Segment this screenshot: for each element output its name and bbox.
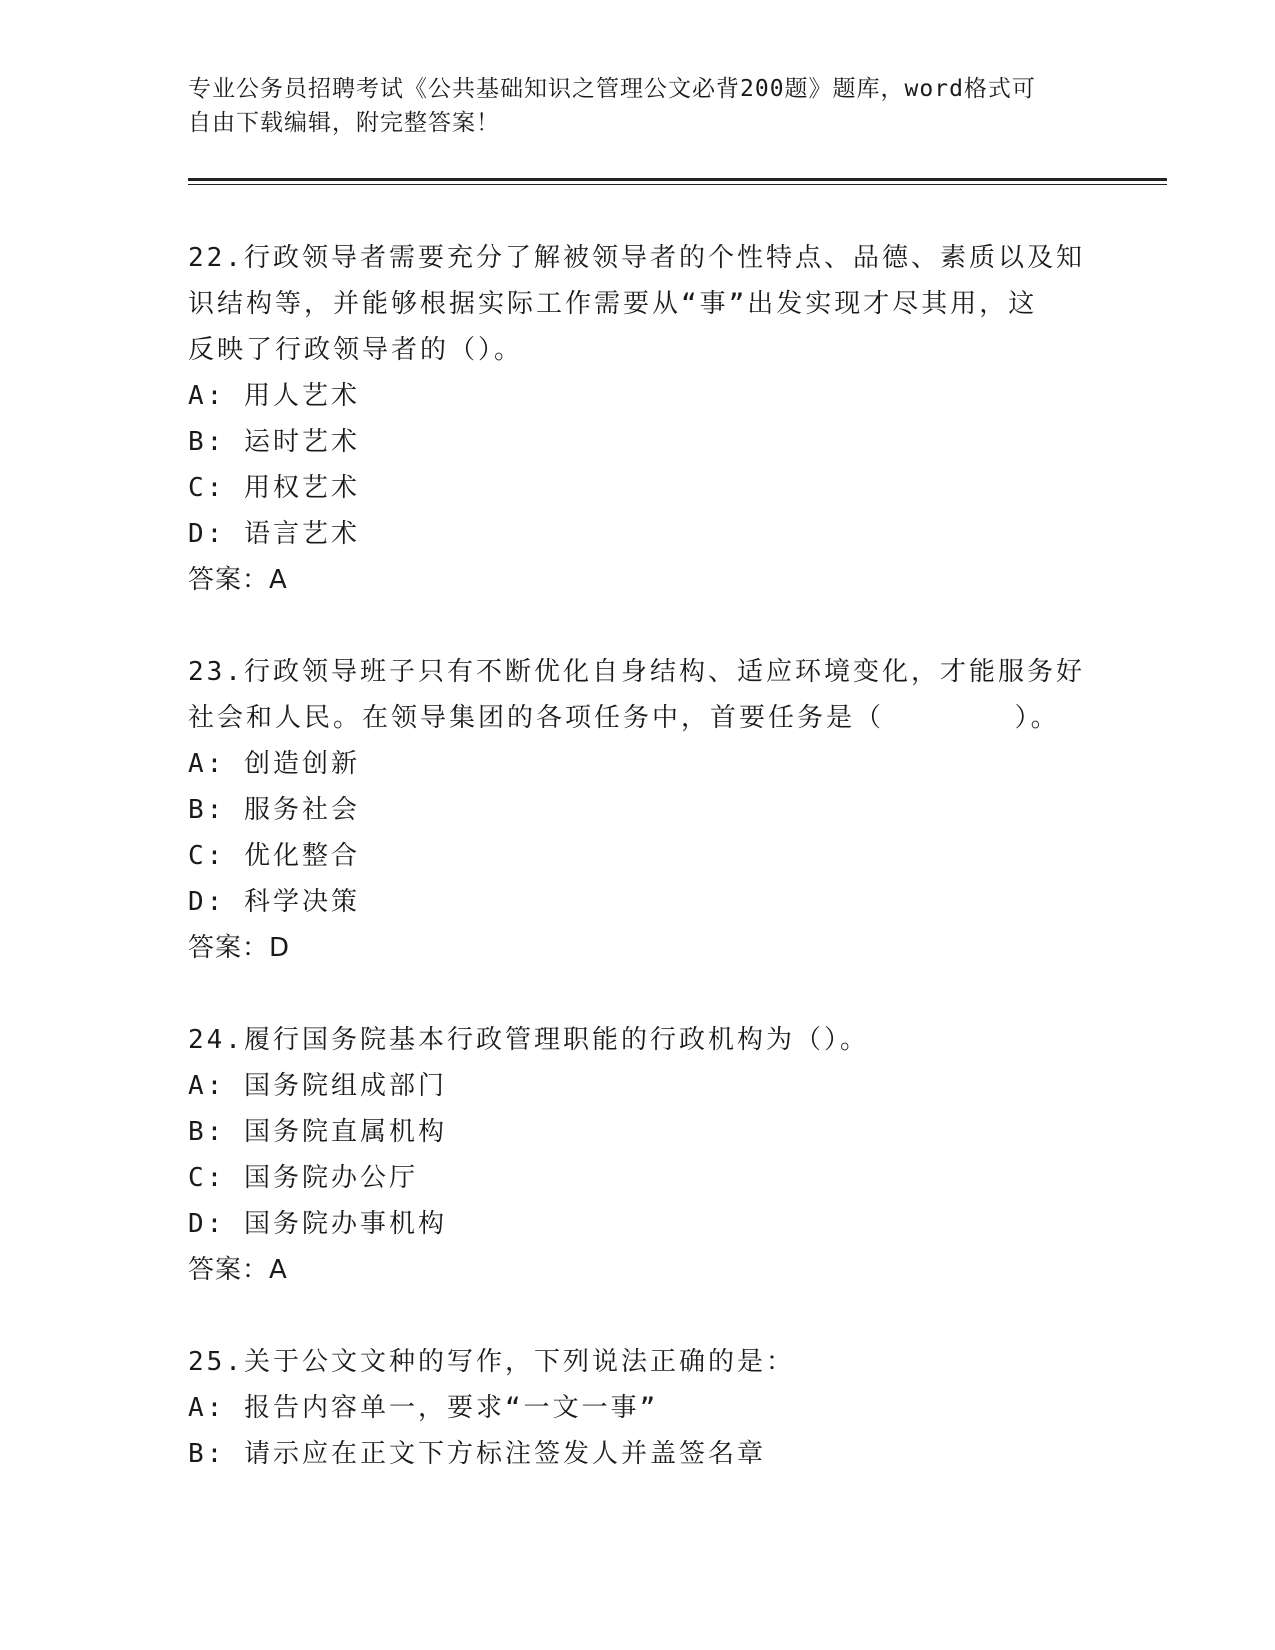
option-c: C: 优化整合 — [188, 841, 360, 871]
option-b: B: 请示应在正文下方标注签发人并盖签名章 — [188, 1439, 766, 1469]
option-a: A: 报告内容单一，要求“一文一事” — [188, 1393, 659, 1423]
option-a: A: 国务院组成部门 — [188, 1071, 447, 1101]
option-a: A: 创造创新 — [188, 749, 360, 779]
question-23 — [188, 649, 1088, 971]
question-stem-line: 识结构等，并能够根据实际工作需要从“事”出发实现才尽其用，这 — [188, 289, 1038, 319]
document-header — [188, 72, 1088, 140]
header-line-1: 专业公务员招聘考试《公共基础知识之管理公文必背200题》题库，word格式可 — [188, 76, 1036, 102]
option-d: D: 国务院办事机构 — [188, 1209, 447, 1239]
question-list — [188, 235, 1088, 1523]
option-d: D: 语言艺术 — [188, 519, 360, 549]
answer-label: 答案：D — [188, 933, 291, 963]
question-stem-line: 社会和人民。在领导集团的各项任务中，首要任务是（ ）。 — [188, 703, 1060, 733]
option-a: A: 用人艺术 — [188, 381, 360, 411]
option-c: C: 国务院办公厅 — [188, 1163, 418, 1193]
header-divider-thin — [188, 184, 1167, 185]
option-c: C: 用权艺术 — [188, 473, 360, 503]
option-b: B: 服务社会 — [188, 795, 360, 825]
question-stem-line: 24.履行国务院基本行政管理职能的行政机构为（）。 — [188, 1025, 869, 1055]
question-stem-line: 23.行政领导班子只有不断优化自身结构、适应环境变化，才能服务好 — [188, 657, 1085, 687]
header-line-2: 自由下载编辑，附完整答案！ — [188, 110, 500, 136]
question-stem-line: 反映了行政领导者的（）。 — [188, 335, 524, 365]
answer-label: 答案：A — [188, 1255, 288, 1285]
question-22 — [188, 235, 1088, 603]
option-d: D: 科学决策 — [188, 887, 360, 917]
question-stem-line: 25.关于公文文种的写作，下列说法正确的是： — [188, 1347, 795, 1377]
question-25 — [188, 1339, 1088, 1477]
option-b: B: 国务院直属机构 — [188, 1117, 447, 1147]
question-stem-line: 22.行政领导者需要充分了解被领导者的个性特点、品德、素质以及知 — [188, 243, 1085, 273]
option-b: B: 运时艺术 — [188, 427, 360, 457]
answer-label: 答案：A — [188, 565, 288, 595]
question-24 — [188, 1017, 1088, 1293]
header-divider-thick — [188, 178, 1167, 181]
